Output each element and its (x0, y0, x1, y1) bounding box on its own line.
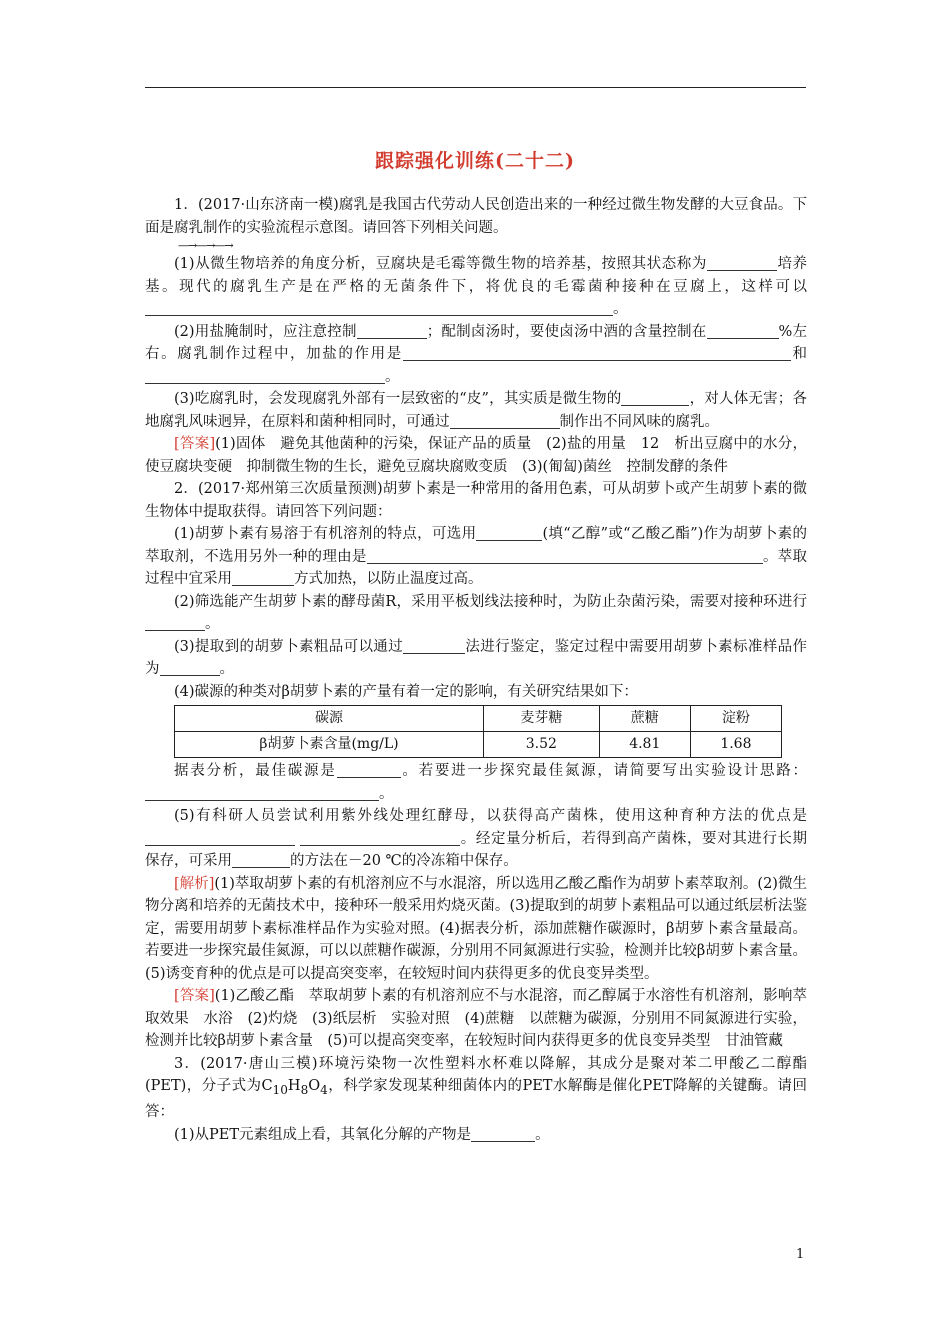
table-cell: β胡萝卜素含量(mg/L) (175, 732, 484, 758)
q2-intro: 2．(2017·郑州第三次质量预测)胡萝卜素是一种常用的备用色素，可从胡萝卜或产生胡萝卜素的微生物体中提取获得。请回答下列问题： (145, 481, 807, 520)
q2-part4: (4)碳源的种类对β胡萝卜素的产量有着一定的影响，有关研究结果如下： (174, 683, 638, 700)
table-cell: 碳源 (175, 706, 484, 732)
answer-blank (145, 615, 205, 631)
answer-blank (476, 525, 542, 541)
q1-part2: (2)用盐腌制时，应注意控制 ；配制卤汤时，要使卤汤中酒的含量控制在 %左右。腐乳制作过程中，加盐的作用是 和。 (145, 323, 808, 385)
q2-part3: (3)提取到的胡萝卜素粗品可以通过 法进行鉴定，鉴定过程中需要用胡萝卜素标准样品作为 。 (145, 638, 807, 677)
q1-intro: 1．(2017·山东济南一模)腐乳是我国古代劳动人民创造出来的一种经过微生物发酵的大豆食品。下面是腐乳制作的实验流程示意图。请回答下列相关问题。 (145, 197, 807, 236)
answer-blank (300, 830, 460, 846)
table-row (175, 732, 782, 758)
table-cell: 1.68 (690, 732, 781, 758)
answer-blank (357, 323, 427, 339)
answer-blank (707, 255, 753, 271)
answer-blank (145, 785, 379, 801)
answer-blank (367, 548, 635, 564)
answer-blank (232, 852, 290, 868)
answer-blank (232, 570, 294, 586)
answer-blank (753, 345, 791, 361)
answer-blank (145, 830, 295, 846)
answer-blank (403, 638, 465, 654)
table-cell: 3.52 (484, 732, 600, 758)
answer-tag: [答案] (174, 436, 216, 452)
q1-part3: (3)吃腐乳时，会发现腐乳外部有一层致密的“皮”，其实质是微生物的 ，对人体无害；各地腐乳风味迥异，在原料和菌种相同时，可通过 制作出不同风味的腐乳。 (145, 391, 808, 430)
q2-part5: (5)有科研人员尝试利用紫外线处理红酵母，以获得高产菌株，使用这种育种方法的优点是 。经定量分析后，若得到高产菌株，要对其进行长期保存，可采用 的方法在－20 ℃的冷冻箱中保存。 (145, 808, 808, 869)
q1-part1: (1)从微生物培养的角度分析，豆腐块是毛霉等微生物的培养基，按照其状态称为 培养基。现代的腐乳生产是在严格的无菌条件下，将优良的毛霉菌种接种在豆腐上，这样可以。 (145, 256, 807, 317)
answer-blank (160, 660, 220, 676)
carbon-source-table (174, 705, 782, 758)
answer-blank (403, 345, 753, 361)
q3-part1: (1)从PET元素组成上看，其氧化分解的产物是 。 (174, 1126, 550, 1143)
table-cell: 麦芽糖 (484, 706, 600, 732)
q3-intro: 3．(2017·唐山三模)环境污染物一次性塑料水杯难以降解，其成分是聚对苯二甲酸乙二醇酯(PET)，分子式为$C_{10}H_8O_4$，科学家发现某种细菌体内的PET水解酶是催化PET降解的关键酶。请回答： (145, 1055, 807, 1121)
page-number: 1 (796, 1247, 805, 1262)
answer-blank (471, 1126, 535, 1142)
answer-blank (753, 255, 777, 271)
q2-part1: (1)胡萝卜素有易溶于有机溶剂的特点，可选用 (填“乙醇”或“乙酸乙酯”)作为胡萝卜素的萃取剂，不选用另外一种的理由是 。萃取过程中宜采用 方式加热，以防止温度过高。 (145, 526, 808, 587)
answer-blank (450, 413, 560, 429)
analysis-tag: [解析] (174, 875, 215, 892)
table-cell: 蔗糖 (599, 706, 690, 732)
q1-answer: [答案](1)固体 避免其他菌种的污染，保证产品的质量 (2)盐的用量 12 析出豆腐中的水分，使豆腐块变硬 抑制微生物的生长，避免豆腐块腐败变质 (3)(匍匐)菌丝 控制发酵的条件 (145, 436, 807, 475)
table-cell: 淀粉 (690, 706, 781, 732)
answer-blank (145, 368, 385, 384)
answer-blank (145, 300, 613, 316)
q2-part2: (2)筛选能产生胡萝卜素的酵母菌R，采用平板划线法接种时，为防止杂菌污染，需要对接种环进行。 (145, 591, 807, 636)
page-title: 跟踪强化训练(二十二) (375, 150, 575, 172)
answer-blank (337, 762, 401, 778)
q2-part4-analysis: 据表分析，最佳碳源是 。若要进一步探究最佳氮源，请简要写出实验设计思路：。 (145, 760, 807, 805)
table-cell: 4.81 (599, 732, 690, 758)
answer-blank (707, 323, 753, 339)
flow-arrows: —→—→—→ (178, 239, 233, 252)
table-header-row (175, 706, 782, 732)
document-body (145, 194, 807, 1146)
answer-tag: [答案] (174, 988, 215, 1004)
answer-blank (753, 323, 779, 339)
answer-blank (621, 390, 689, 406)
header-rule (145, 87, 806, 88)
answer-blank (635, 548, 763, 564)
q2-analysis: [解析](1)萃取胡萝卜素的有机溶剂应不与水混溶，所以选用乙酸乙酯作为胡萝卜素萃取剂。(2)微生物分离和培养的无菌技术中，接种环一般采用灼烧灭菌。(3)提取到的胡萝卜素粗品可以通过纸层析法鉴定，需要用胡萝卜素标准样品作为实验对照。(4)据表分析，添加蔗糖作碳源时，β胡萝卜素含量最高。若要进一步探究最佳氮源，可以以蔗糖作碳源，分别用不同氮源进行实验，检测并比较β胡萝卜素含量。(5)诱变育种的优点是可以提高突变率，在较短时间内获得更多的优良变异类型。 (145, 875, 807, 982)
q2-answer: [答案](1)乙酸乙酯 萃取胡萝卜素的有机溶剂应不与水混溶，而乙醇属于水溶性有机溶剂，影响萃取效果 水浴 (2)灼烧 (3)纸层析 实验对照 (4)蔗糖 以蔗糖为碳源，分别用不同氮源进行实验，检测并比较β胡萝卜素含量 (5)可以提高突变率，在较短时间内获得更多的优良变异类型 甘油管藏 (145, 988, 807, 1049)
